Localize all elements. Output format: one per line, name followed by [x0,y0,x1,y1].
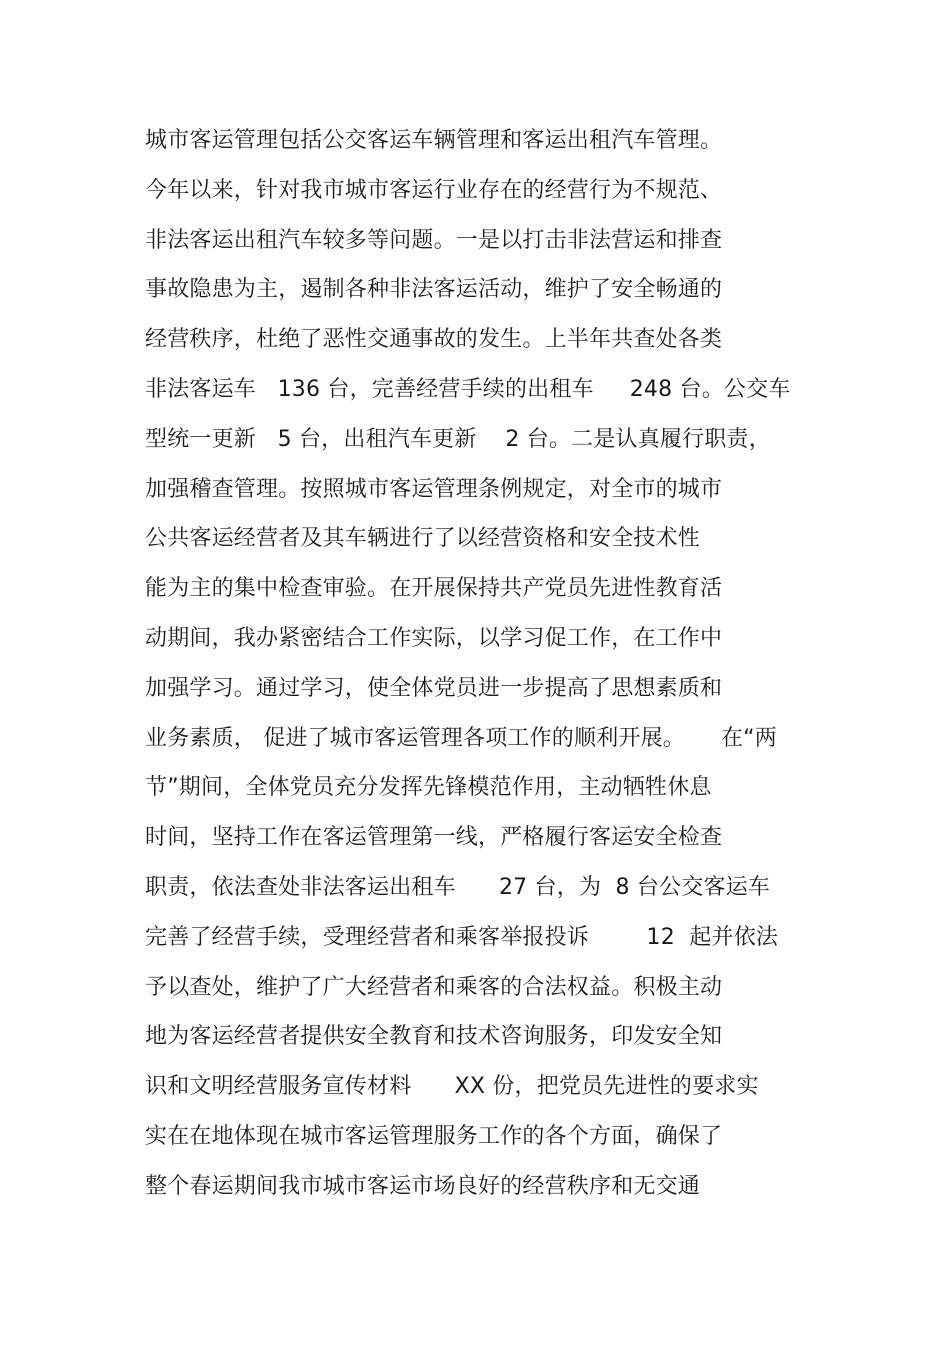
text-line: 识和文明经营服务宣传材料 XX 份，把党员先进性的要求实 [145,1074,759,1100]
text-line: 事故隐患为主，遏制各种非法客运活动，维护了安全畅通的 [145,277,723,303]
text-line: 非法客运车 136 台，完善经营手续的出租车 248 台。公交车 [145,376,791,402]
text-line: 实在在地体现在城市客运管理服务工作的各个方面，确保了 [145,1123,723,1149]
text-line: 完善了经营手续，受理经营者和乘客举报投诉 12 起并依法 [145,924,779,950]
text-line: 经营秩序，杜绝了恶性交通事故的发生。上半年共查处各类 [145,327,723,353]
text-line: 能为主的集中检查审验。在开展保持共产党员先进性教育活 [145,576,723,602]
text-line: 地为客运经营者提供安全教育和技术咨询服务，印发安全知 [145,1024,723,1050]
text-line: 非法客运出租汽车较多等问题。一是以打击非法营运和排查 [145,227,723,253]
text-line: 型统一更新 5 台，出租汽车更新 2 台。二是认真履行职责， [145,426,771,452]
text-line: 整个春运期间我市城市客运市场良好的经营秩序和无交通 [145,1173,701,1199]
text-line: 动期间，我办紧密结合工作实际，以学习促工作，在工作中 [145,625,723,651]
text-line: 予以查处，维护了广大经营者和乘客的合法权益。积极主动 [145,974,723,1000]
text-line: 城市客运管理包括公交客运车辆管理和客运出租汽车管理。 [145,128,723,153]
text-line: 加强稽查管理。按照城市客运管理条例规定，对全市的城市 [145,476,723,502]
text-line: 业务素质， 促进了城市客运管理各项工作的顺利开展。 在“两 [145,725,777,751]
text-line: 职责，依法查处非法客运出租车 27 台，为 8 台公交客运车 [145,874,771,900]
text-line: 今年以来，针对我市城市客运行业存在的经营行为不规范、 [145,177,723,203]
text-line: 节”期间，全体党员充分发挥先锋模范作用，主动牺牲休息 [145,775,712,801]
text-line: 加强学习。通过学习，使全体党员进一步提高了思想素质和 [145,675,723,701]
body-text [145,116,825,1212]
text-line: 公共客运经营者及其车辆进行了以经营资格和安全技术性 [145,526,701,552]
text-line: 时间，坚持工作在客运管理第一线，严格履行客运安全检查 [145,825,723,851]
